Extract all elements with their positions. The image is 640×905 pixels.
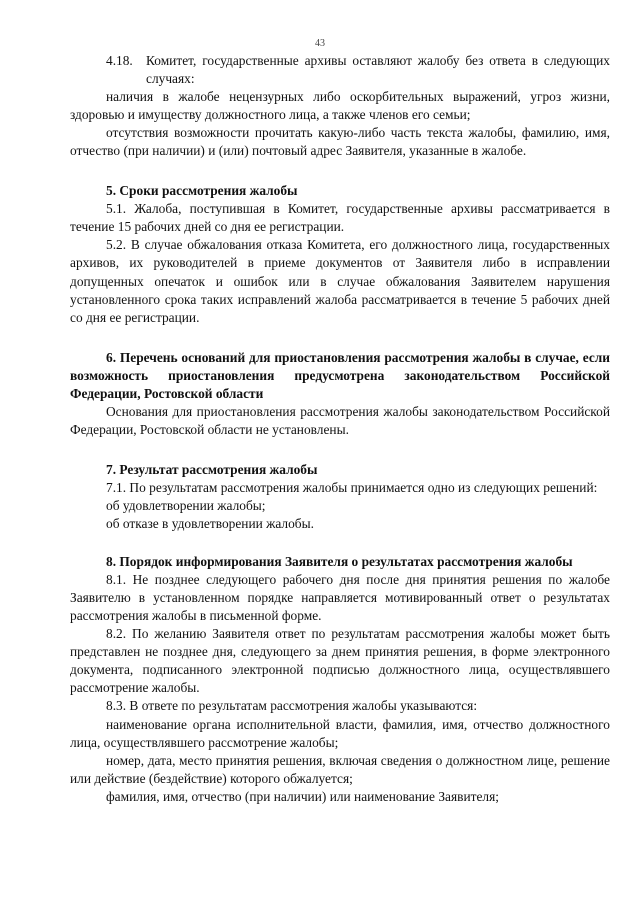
section-heading-7: 7. Результат рассмотрения жалобы [106,461,318,477]
paragraph: 8.3. В ответе по результатам рассмотрения жалобы указываются: [106,698,478,714]
clause-number: 4.18. [106,53,133,68]
paragraph: 5.1. Жалоба, поступившая в Комитет, государственные архивы рассматривается в течение 15 рабочих дней со дня ее регистрации. [70,201,610,235]
list-item: об отказе в удовлетворении жалобы. [106,516,314,532]
paragraph: 8.1. Не позднее следующего рабочего дня после дня принятия решения по жалобе Заявителю в установленном порядке направляется мотивированный ответ о результатах рассмотрения жалобы в письменной форме. [70,572,610,624]
list-item: об удовлетворении жалобы; [106,497,266,513]
list-item: наименование органа исполнительной власти, фамилия, имя, отчество должностного лица, осуществлявшего рассмотрение жалобы; [70,716,610,750]
paragraph: 5.2. В случае обжалования отказа Комитета, его должностного лица, государственных архивов, их руководителей в приеме документов от Заявителя либо в исправлении допущенных опечаток и ошибок или в случае обжалования Заявителем нарушения установленного срока таких исправлений жалоба рассматривается в течение 5 рабочих дней со дня ее регистрации. [70,237,610,325]
list-item: фамилия, имя, отчество (при наличии) или наименование Заявителя; [106,788,499,804]
paragraph: отсутствия возможности прочитать какую-либо часть текста жалобы, фамилию, имя, отчество (при наличии) и (или) почтовый адрес Заявителя, указанные в жалобе. [70,125,610,159]
paragraph: Основания для приостановления рассмотрения жалобы законодательством Российской Федерации, Ростовской области не установлены. [70,403,610,437]
paragraph: 8.2. По желанию Заявителя ответ по результатам рассмотрения жалобы может быть представлен не позднее дня, следующего за днем принятия решения, в форме электронного документа, подписанного электронной подписью должностного лица, осуществлявшего рассмотрение жалобы. [70,626,610,696]
section-heading-5: 5. Сроки рассмотрения жалобы [106,183,298,199]
list-item: номер, дата, место принятия решения, включая сведения о должностном лице, решение или действие (бездействие) которого обжалуется; [70,752,610,786]
page-number: 43 [315,38,325,49]
section-heading-8: 8. Порядок информирования Заявителя о результатах рассмотрения жалобы [106,554,573,570]
clause-text: Комитет, государственные архивы оставляют жалобу без ответа в следующих случаях: [146,53,610,87]
clause-4-18 [70,52,610,88]
paragraph: наличия в жалобе нецензурных либо оскорбительных выражений, угроз жизни, здоровью и имуществу должностного лица, а также членов его семьи; [70,89,610,123]
section-heading-6: 6. Перечень оснований для приостановления рассмотрения жалобы в случае, если возможность приостановления предусмотрена законодательством Российской Федерации, Ростовской области [70,349,610,401]
page-content [70,52,610,806]
paragraph: 7.1. По результатам рассмотрения жалобы принимается одно из следующих решений: [106,479,598,495]
